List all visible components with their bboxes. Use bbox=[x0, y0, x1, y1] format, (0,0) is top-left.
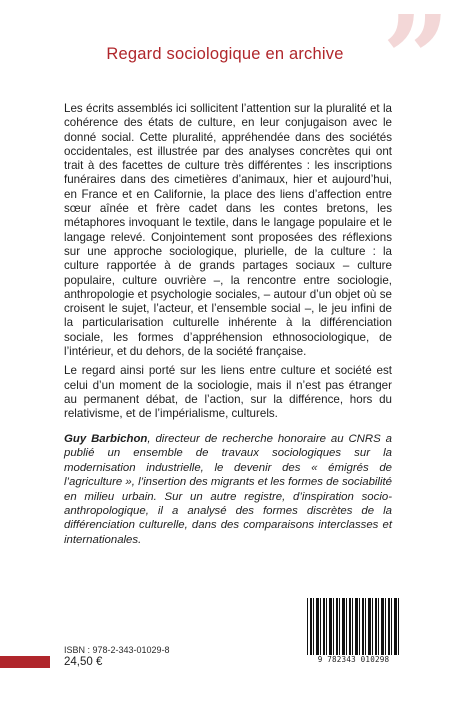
barcode-digits: 9 782343 010298 bbox=[317, 655, 390, 664]
isbn-label: ISBN : 978-2-343-01029-8 bbox=[64, 645, 170, 655]
accent-bar bbox=[0, 656, 50, 668]
author-bio bbox=[64, 432, 392, 547]
summary-paragraph-2: Le regard ainsi porté sur les liens entre culture et société est celui d’un moment de la sociologie, mais il n’est pas étranger au permanent débat, de l’action, sur la différence, hors du relativisme, et de l’impérialisme, culturels. bbox=[64, 364, 392, 421]
barcode bbox=[300, 598, 407, 665]
back-cover-text bbox=[64, 102, 392, 422]
author-name: Guy Barbichon bbox=[64, 433, 148, 445]
book-title: Regard sociologique en archive bbox=[106, 45, 344, 63]
price-label: 24,50 € bbox=[64, 656, 103, 668]
bio-text-b: , l’insertion des migrants et les formes de sociabilité en milieu urbain. Sur un autre registre, d’inspiration socio-anthropologique, il a analysé des formes discrètes de la différenciation culturelle, dans des comparaisons interclasses et internationales. bbox=[64, 476, 392, 546]
summary-paragraph-1: Les écrits assemblés ici sollicitent l’attention sur la pluralité et la cohérence des états de culture, en leur conjugaison avec le donné social. Cette pluralité, appréhendée dans des sociétés occidentales, est illustrée par des analyses concrètes qui ont trait à des facettes de culture très différentes : les inscriptions funéraires dans des cimetières d’animaux, hier et aujourd’hui, en France et en Californie, la place des liens d’affection entre sœur aînée et frère cadet dans les contes bretons, les métaphores invoquant le textile, dans le langage populaire et le langage relevé. Conjointement sont proposées des réflexions sur une approche sociologique, plurielle, de la culture : la culture rapportée à de grands partages sociaux – culture populaire, culture ouvrière –, la rencontre entre sociologie, anthropologie et psychologie sociales, – autour d’un objet où se croisent le sujet, l’acteur, et l’ensemble social –, le jeu infini de la particularisation culturelle inhérente à la différenciation sociale, les formes d’appréhension ethnosociologique, de l’intérieur, et du dehors, de la société française. bbox=[64, 102, 392, 359]
barcode-bars bbox=[307, 598, 400, 655]
bio-work-title: le devenir des « émigrés de l’agriculture » bbox=[64, 461, 392, 489]
bio-text-a: , directeur de recherche honoraire au CNRS a publié un ensemble de travaux sociologiques sur la modernisation industrielle, bbox=[64, 433, 392, 474]
quote-mark-decoration: ” bbox=[382, 0, 436, 128]
